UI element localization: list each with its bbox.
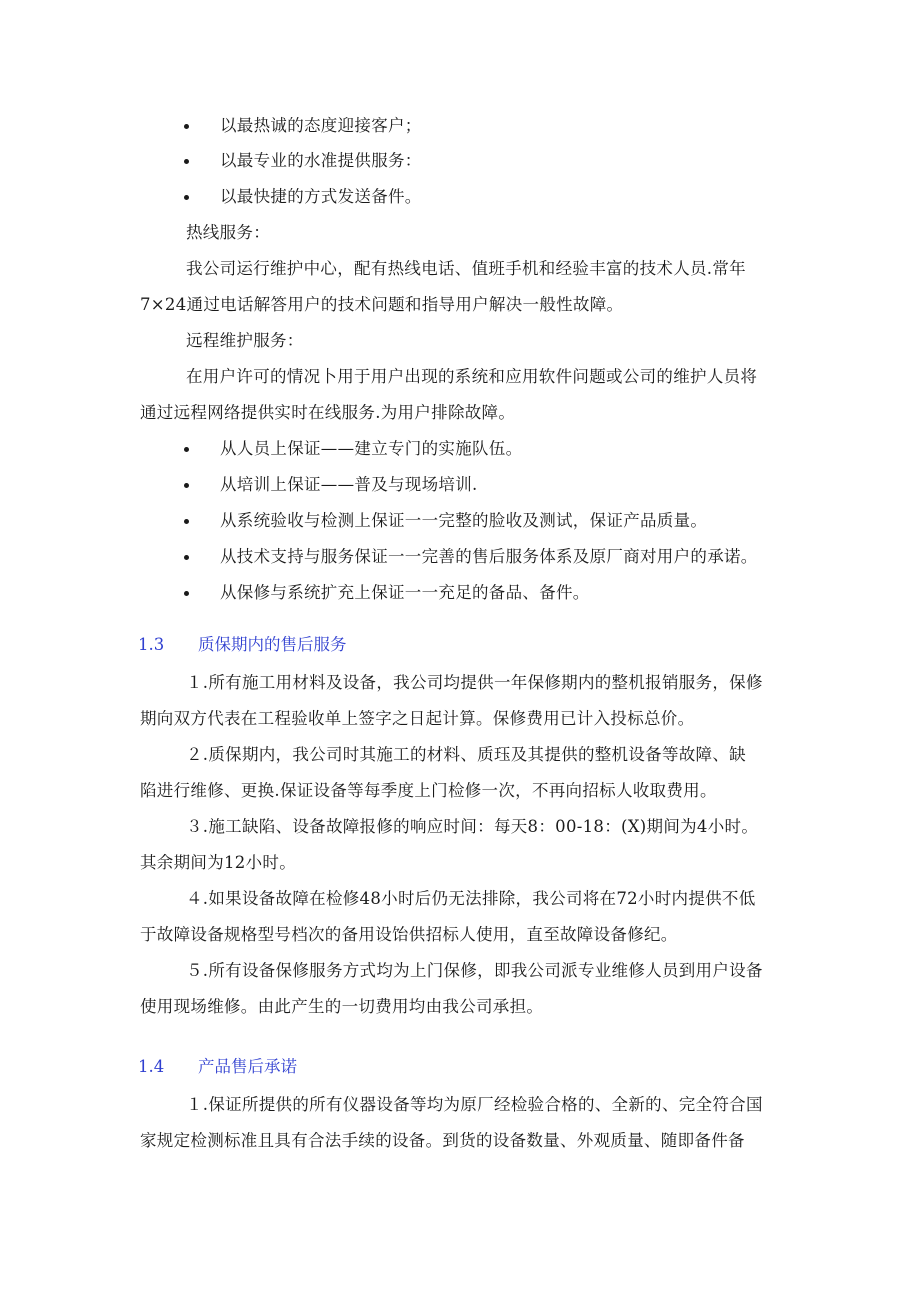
section-title: 质保期内的售后服务 [198, 635, 347, 654]
bullet-item [184, 474, 804, 496]
bullet-item [184, 186, 804, 208]
bullet-text: 从培训上保证——普及与现场培训. [220, 475, 478, 494]
paragraph-line: ４.如果设备故障在检修48小时后仍无法排除，我公司将在72小时内提供不低 [186, 889, 756, 908]
bullet-item [184, 150, 804, 172]
bullet-text: 以最热诚的态度迎接客户； [220, 116, 422, 135]
paragraph-line: ３.施工缺陷、设备故障报修的响应时间：每天8：00-18：(X)期间为4小时。 [186, 817, 759, 836]
bullet-text: 从保修与系统扩充上保证一一充足的备品、备件。 [220, 583, 590, 602]
paragraph-line: 其余期间为12小时。 [140, 853, 296, 872]
bullet-item [184, 582, 804, 604]
hotline-paragraph-line: 我公司运行维护中心，配有热线电话、值班手机和经验丰富的技术人员.常年 [186, 259, 746, 278]
bullet-dot-icon [184, 447, 189, 452]
bullet-item [184, 546, 804, 568]
section-heading [138, 1056, 297, 1078]
paragraph-line: １.所有施工用材料及设备，我公司均提供一年保修期内的整机报销服务，保修 [186, 673, 763, 692]
bullet-dot-icon [184, 555, 189, 560]
section-number: 1.3 [138, 635, 165, 654]
bullet-text: 以最专业的水准提供服务： [220, 151, 422, 170]
remote-paragraph-line: 通过远程网络提供实时在线服务.为用户排除故障。 [140, 403, 516, 422]
hotline-paragraph-line: 7×24通过电话解答用户的技术问题和指导用户解决一般性故障。 [140, 295, 624, 314]
bullet-item [184, 115, 804, 137]
paragraph-line: 于故障设备规格型号档次的备用设饴供招标人使用，直至故障设备修纪。 [140, 925, 678, 944]
bullet-text: 从人员上保证——建立专门的实施队伍。 [220, 439, 523, 458]
remote-paragraph-line: 在用户许可的情况卜用于用户出现的系统和应用软件问题或公司的维护人员将 [186, 367, 758, 386]
remote-title: 远程维护服务： [186, 331, 304, 350]
hotline-title: 热线服务： [186, 223, 270, 242]
paragraph-line: 家规定检测标准且具有合法手续的设备。到货的设备数量、外观质量、随即备件备 [140, 1131, 745, 1150]
bullet-dot-icon [184, 195, 189, 200]
bullet-text: 从系统验收与检测上保证一一完整的脸收及测试，保证产品质量。 [220, 511, 708, 530]
section-number: 1.4 [138, 1057, 165, 1076]
paragraph-line: 陷进行维修、更换.保证设备等每季度上门检修一次，不再向招标人收取费用。 [140, 781, 717, 800]
bullet-text: 从技术支持与服务保证一一完善的售后服务体系及原厂商对用户的承诺。 [220, 547, 758, 566]
bullet-item [184, 438, 804, 460]
section-title: 产品售后承诺 [198, 1057, 297, 1076]
paragraph-line: １.保证所提供的所有仪器设备等均为原厂经检验合格的、全新的、完全符合国 [186, 1095, 763, 1114]
bullet-text: 以最快捷的方式发送备件。 [220, 187, 422, 206]
paragraph-line: 使用现场维修。由此产生的一切费用均由我公司承担。 [140, 997, 544, 1016]
bullet-item [184, 510, 804, 532]
bullet-dot-icon [184, 159, 189, 164]
bullet-dot-icon [184, 124, 189, 129]
paragraph-line: ２.质保期内，我公司时其施工的材料、质珏及其提供的整机设备等故障、缺 [186, 745, 746, 764]
section-heading [138, 634, 347, 656]
paragraph-line: ５.所有设备保修服务方式均为上门保修，即我公司派专业维修人员到用户设备 [186, 961, 763, 980]
bullet-dot-icon [184, 483, 189, 488]
bullet-dot-icon [184, 591, 189, 596]
paragraph-line: 期向双方代表在工程验收单上签字之日起计算。保修费用已计入投标总价。 [140, 709, 695, 728]
bullet-dot-icon [184, 519, 189, 524]
